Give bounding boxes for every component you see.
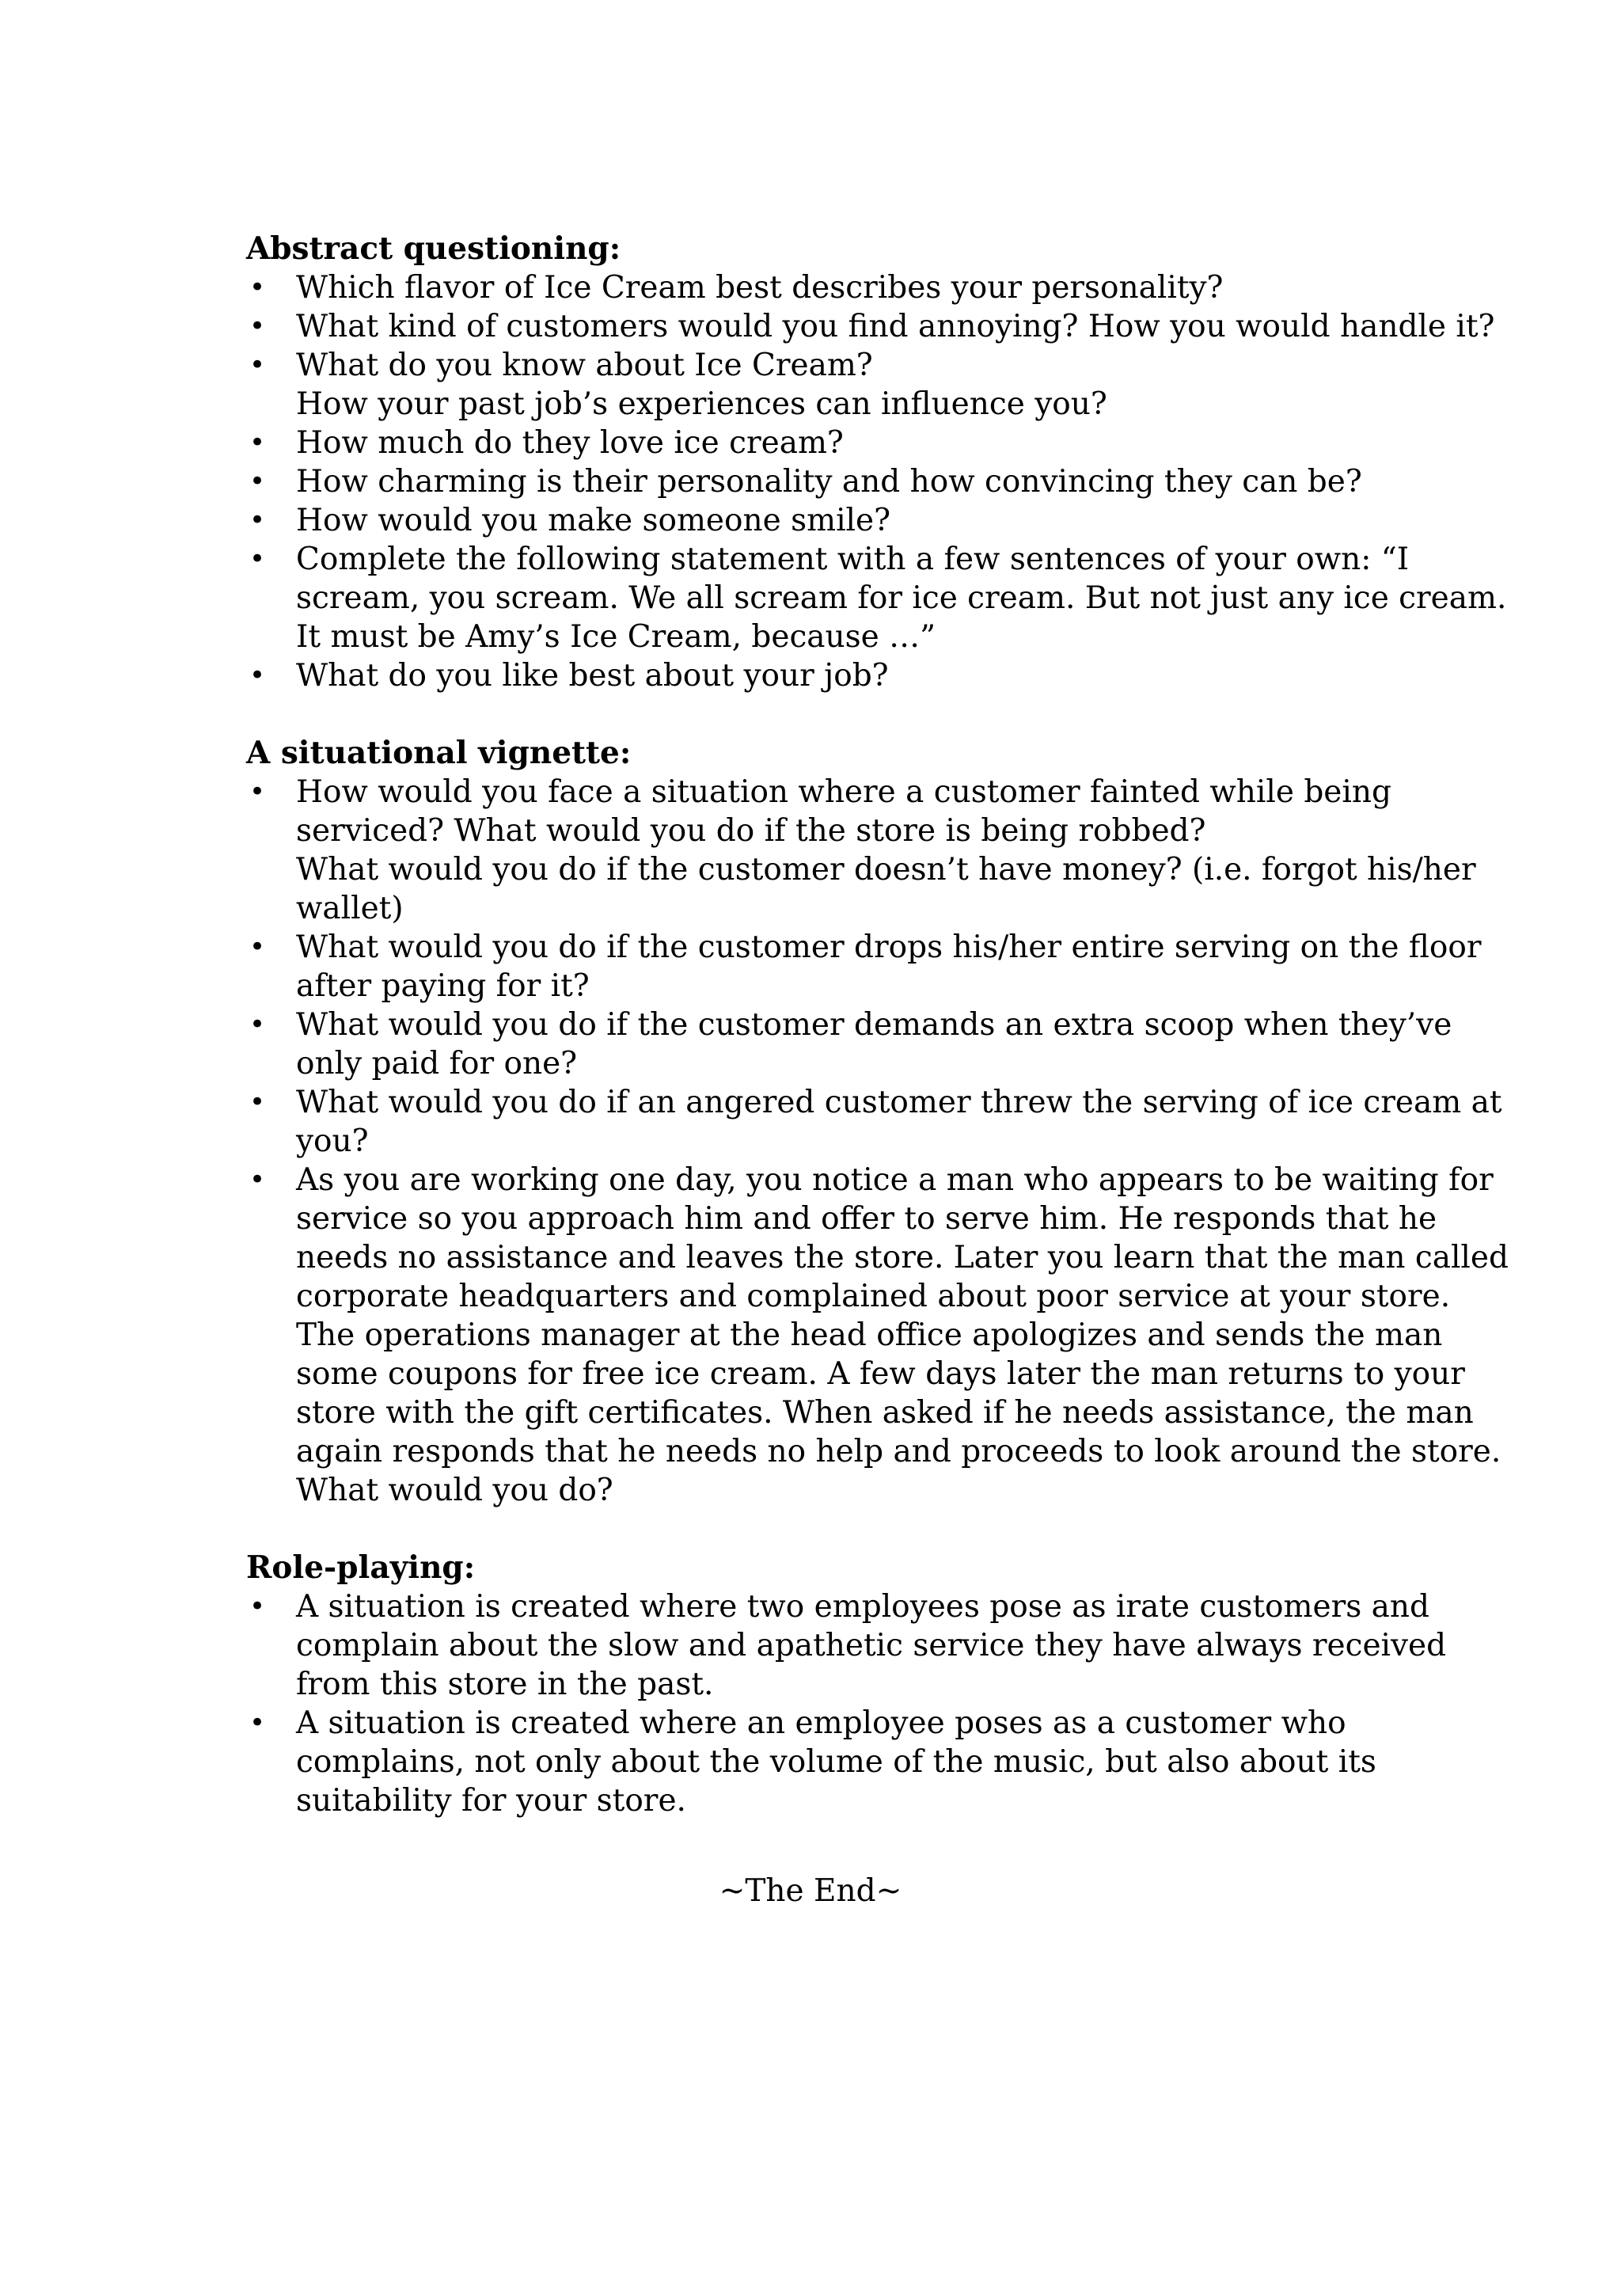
list-item-text: How much do they love ice cream? (296, 425, 844, 461)
bullet-icon: • (249, 310, 266, 342)
list-item-text: What do you know about Ice Cream? (296, 348, 873, 383)
list-item-text: How charming is their personality and how convincing they can be? (296, 464, 1362, 500)
list-item (246, 928, 1482, 1005)
bullet-icon: • (249, 272, 266, 303)
section (246, 1549, 1447, 1820)
list-item (246, 1704, 1394, 1820)
list-item (246, 307, 1495, 346)
section-heading: Abstract questioning: (246, 230, 621, 267)
bullet-icon: • (249, 1086, 266, 1118)
list-item-text: complain about the slow and apathetic service they have always received (296, 1628, 1447, 1663)
list-item (246, 462, 1394, 501)
list-item (246, 424, 1394, 462)
list-item-text: The operations manager at the head office apologizes and sends the man (296, 1317, 1443, 1353)
list-item (246, 1005, 1452, 1083)
list-item-text: needs no assistance and leaves the store. Later you learn that the man called (296, 1240, 1509, 1275)
list-item-text: What kind of customers would you find annoying? How you would handle it? (296, 309, 1495, 344)
list-item-text: What would you do if an angered customer threw the serving of ice cream at (296, 1085, 1502, 1120)
list-item-text: some coupons for free ice cream. A few days later the man returns to your (296, 1356, 1465, 1392)
document-body (246, 230, 1509, 1820)
bullet-icon: • (249, 660, 266, 691)
list-item-text: As you are working one day, you notice a man who appears to be waiting for (296, 1162, 1494, 1198)
list-item-text: store with the gift certificates. When asked if he needs assistance, the man (296, 1395, 1474, 1431)
list-item (246, 1161, 1509, 1510)
bullet-icon: • (249, 776, 266, 808)
list-item-text: What do you like best about your job? (296, 658, 889, 694)
list-item-text: scream, you scream. We all scream for ice cream. But not just any ice cream. (296, 580, 1507, 616)
list-item (246, 501, 1394, 540)
section-heading: Role-playing: (246, 1549, 476, 1586)
list-item-text: corporate headquarters and complained about poor service at your store. (296, 1279, 1451, 1314)
list-item-text: How would you make someone smile? (296, 503, 891, 538)
list-item-text: complains, not only about the volume of the music, but also about its (296, 1744, 1376, 1780)
list-item-text: A situation is created where two employees pose as irate customers and (296, 1589, 1429, 1625)
section (246, 734, 1509, 1510)
list-item-text: service so you approach him and offer to serve him. He responds that he (296, 1201, 1437, 1237)
list-item-text: What would you do? (296, 1473, 613, 1508)
section-heading: A situational vignette: (246, 735, 632, 771)
list-item (246, 268, 1394, 307)
bullet-icon: • (249, 931, 266, 963)
list-item-text: Complete the following statement with a few sentences of your own: “I (296, 542, 1410, 577)
bullet-list (246, 1587, 1447, 1820)
list-item-text: How would you face a situation where a customer fainted while being (296, 774, 1391, 810)
bullet-icon: • (249, 1591, 266, 1622)
list-item-text: you? (296, 1123, 369, 1159)
bullet-icon: • (249, 1009, 266, 1040)
list-item (246, 1083, 1502, 1161)
list-item-text: What would you do if the customer drops his/her entire serving on the floor (296, 929, 1482, 965)
bullet-icon: • (249, 1164, 266, 1196)
list-item-text: wallet) (296, 891, 404, 926)
list-item-text: after paying for it? (296, 968, 590, 1004)
bullet-list (246, 773, 1509, 1510)
list-item-text: A situation is created where an employee poses as a customer who (296, 1705, 1346, 1741)
list-item-text: What would you do if the customer doesn’t have money? (i.e. forgot his/her (296, 852, 1476, 888)
bullet-icon: • (249, 543, 266, 575)
bullet-icon: • (249, 504, 266, 536)
closing-text: ~The End~ (719, 1873, 902, 1909)
list-item-text: serviced? What would you do if the store is being robbed? (296, 813, 1206, 849)
bullet-list (246, 268, 1507, 695)
list-item-text: suitability for your store. (296, 1783, 686, 1819)
list-item-text: from this store in the past. (296, 1667, 714, 1702)
list-item-text: It must be Amy’s Ice Cream, because …” (296, 619, 936, 655)
bullet-icon: • (249, 466, 266, 497)
bullet-icon: • (249, 1707, 266, 1739)
list-item (246, 346, 1394, 424)
list-item (246, 773, 1476, 928)
list-item (246, 1587, 1447, 1704)
list-item-text: again responds that he needs no help and proceeds to look around the store. (296, 1434, 1501, 1469)
list-item (246, 540, 1507, 656)
list-item-text: only paid for one? (296, 1046, 578, 1081)
list-item-text: What would you do if the customer demands an extra scoop when they’ve (296, 1007, 1452, 1043)
bullet-icon: • (249, 349, 266, 381)
list-item-text: How your past job’s experiences can influence you? (296, 386, 1107, 422)
list-item (246, 656, 1394, 695)
section (246, 230, 1507, 695)
bullet-icon: • (249, 427, 266, 458)
list-item-text: Which flavor of Ice Cream best describes your personality? (296, 270, 1224, 306)
